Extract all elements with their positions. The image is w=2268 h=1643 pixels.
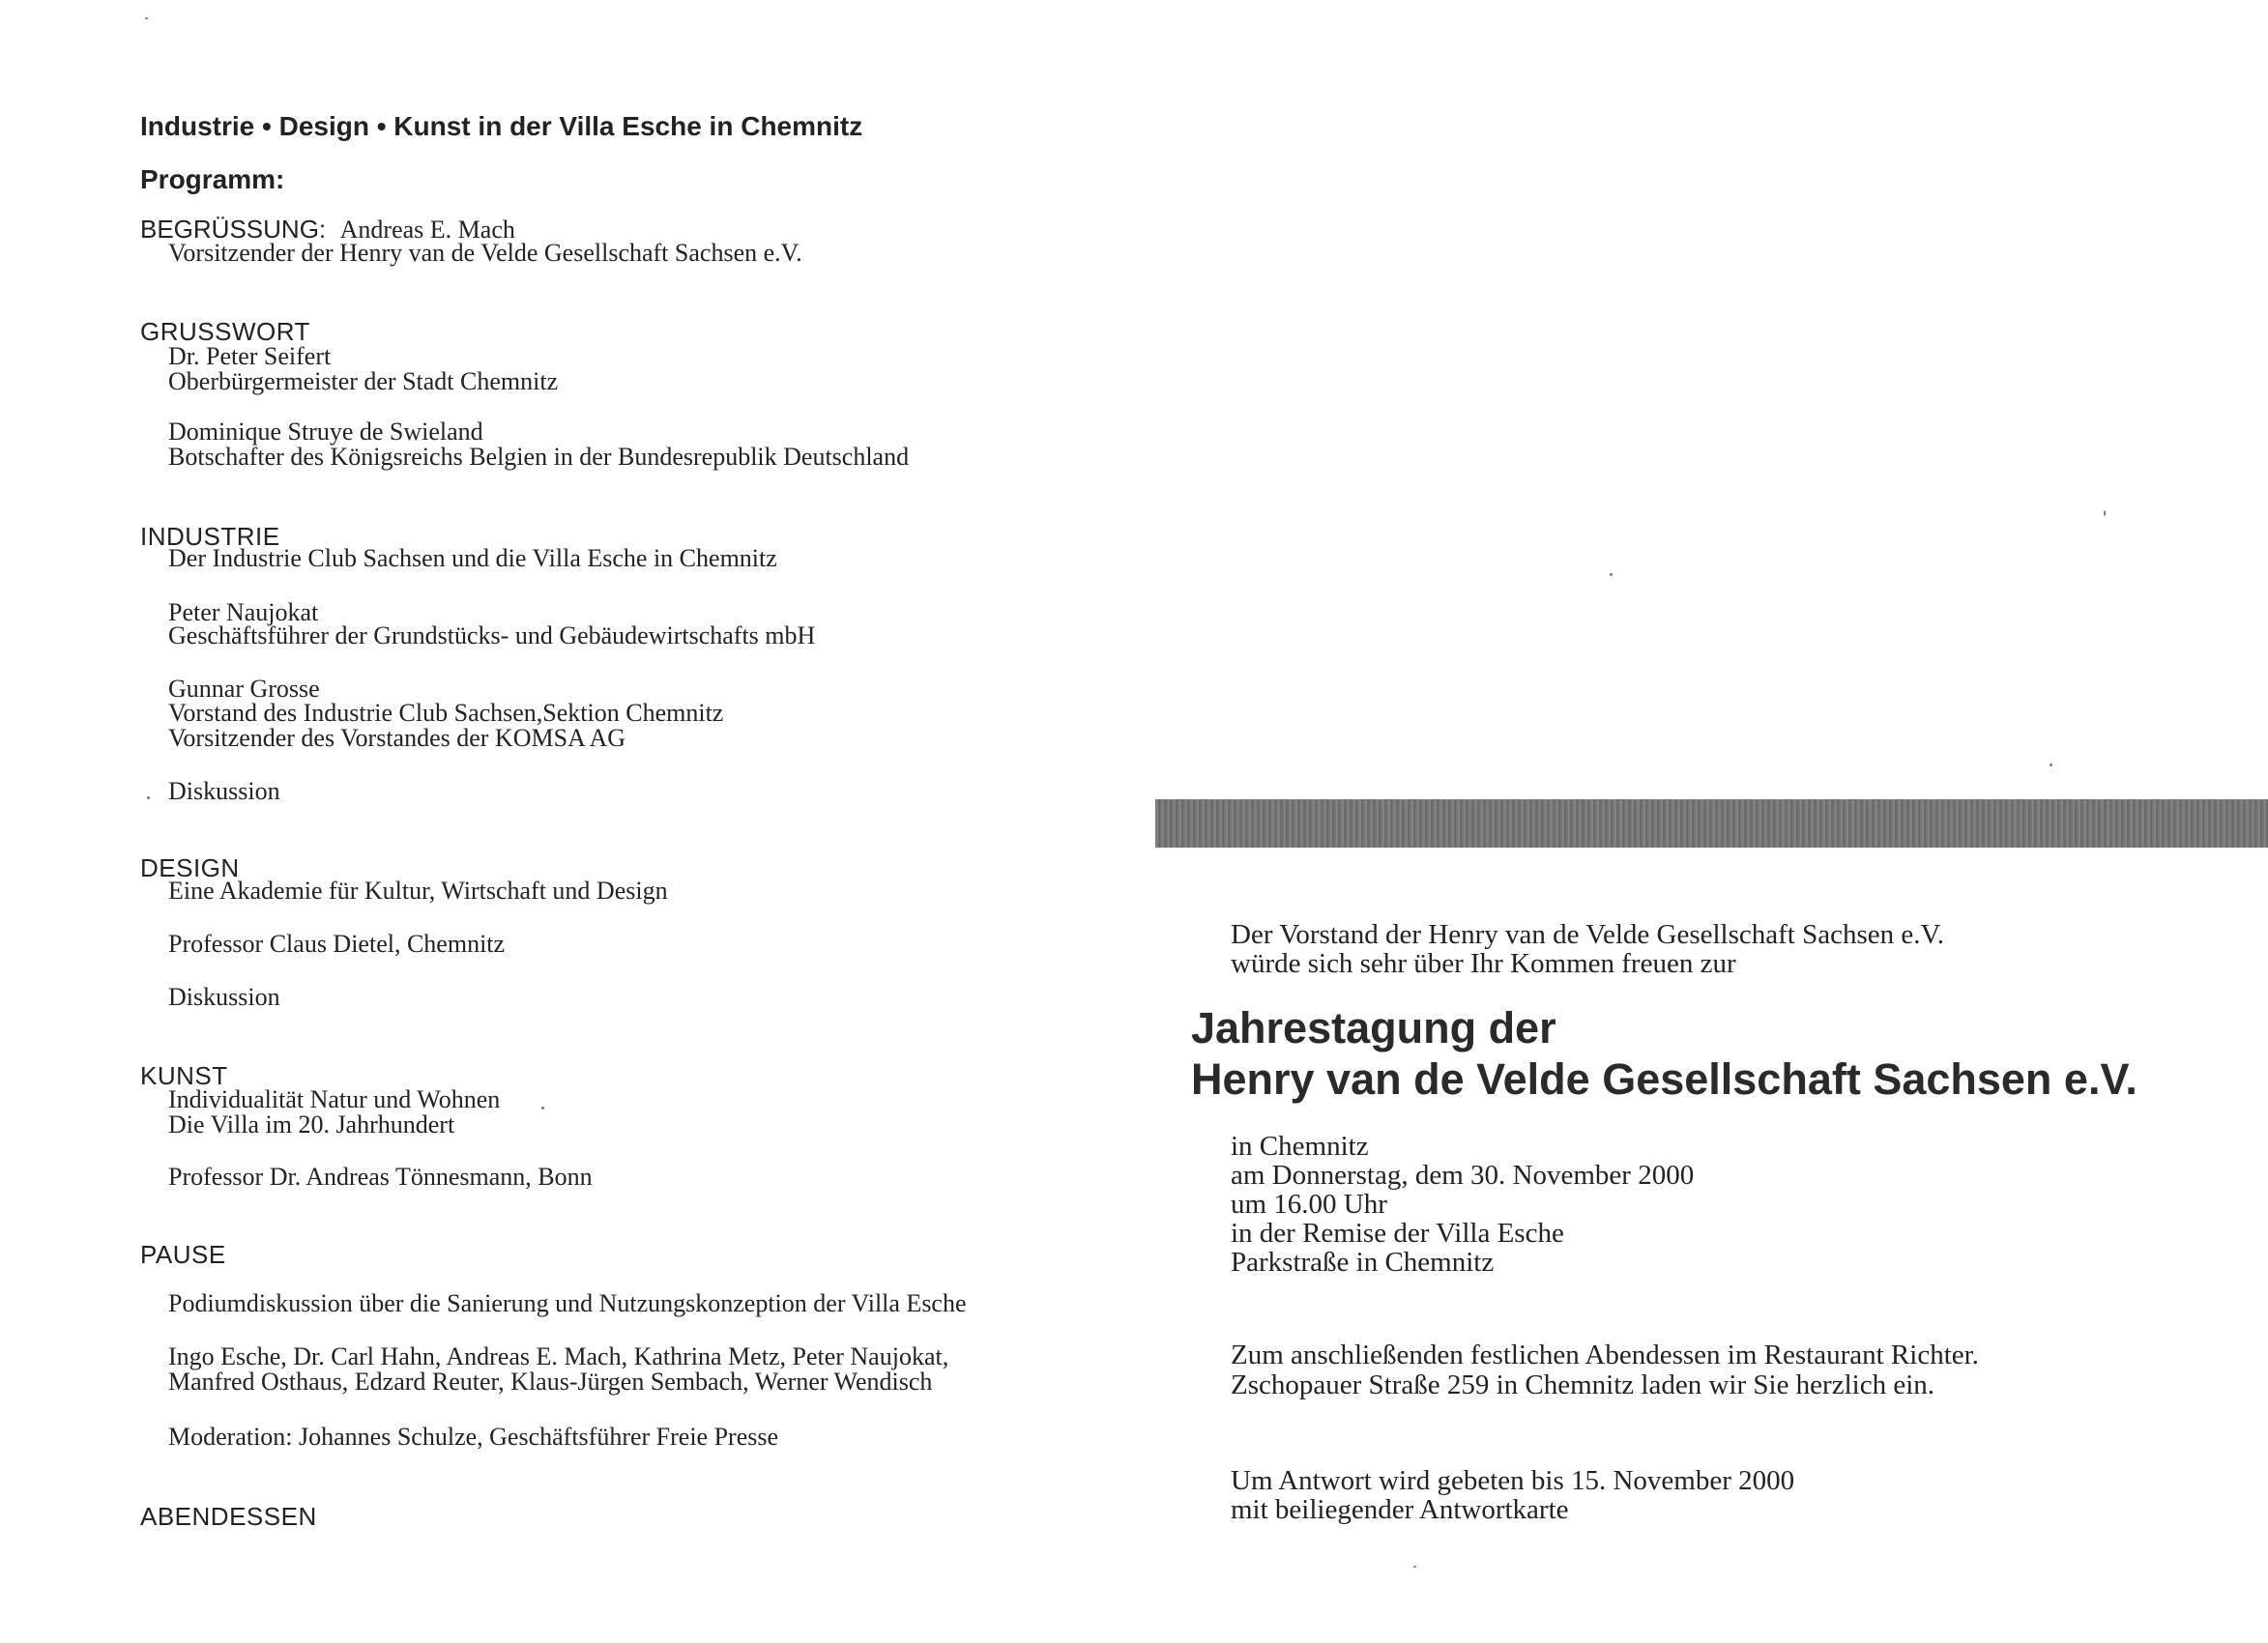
design-label: DESIGN	[140, 853, 240, 882]
pause-line: Ingo Esche, Dr. Carl Hahn, Andreas E. Mach, Kathrina Metz, Peter Naujokat,	[168, 1342, 949, 1370]
grusswort-line: Botschafter des Königsreichs Belgien in der Bundesrepublik Deutschland	[168, 443, 910, 471]
begruessung-name: Andreas E. Mach	[339, 216, 515, 244]
grusswort-label: GRUSSWORT	[140, 317, 310, 346]
rsvp-line: mit beiliegender Antwortkarte	[1231, 1494, 1569, 1525]
abendessen-label: ABENDESSEN	[140, 1502, 317, 1531]
invitation-page	[1150, 0, 2268, 1643]
begruessung-label: BEGRÜSSUNG:	[140, 215, 327, 244]
design-line: Diskussion	[168, 983, 280, 1011]
rsvp-line: Um Antwort wird gebeten bis 15. November 2000	[1231, 1465, 1795, 1496]
grusswort-line: Dr. Peter Seifert	[168, 342, 332, 370]
scan-speck	[147, 796, 150, 799]
industrie-line: Vorsitzender des Vorstandes der KOMSA AG	[168, 724, 626, 752]
intro-line: Der Vorstand der Henry van de Velde Gesellschaft Sachsen e.V.	[1231, 919, 1944, 950]
scan-speck	[2050, 764, 2052, 766]
design-line: Professor Claus Dietel, Chemnitz	[168, 930, 506, 958]
industrie-line: Peter Naujokat	[168, 598, 319, 626]
pause-label: PAUSE	[140, 1240, 226, 1269]
dinner-line: Zum anschließenden festlichen Abendessen im Restaurant Richter.	[1231, 1340, 1979, 1370]
program-heading: Programm:	[140, 164, 285, 194]
dinner-line: Zschopauer Straße 259 in Chemnitz laden wir Sie herzlich ein.	[1231, 1369, 1935, 1400]
invitation-heading: Jahrestagung der	[1191, 1003, 1556, 1052]
kunst-line: Die Villa im 20. Jahrhundert	[168, 1110, 455, 1139]
program-title: Industrie • Design • Kunst in der Villa Esche in Chemnitz	[140, 111, 863, 141]
industrie-label: INDUSTRIE	[140, 522, 280, 551]
pause-line: Manfred Osthaus, Edzard Reuter, Klaus-Jürgen Sembach, Werner Wendisch	[168, 1368, 933, 1396]
event-detail: in Chemnitz	[1231, 1131, 1369, 1162]
decorative-band	[1155, 799, 2268, 848]
scan-speck	[2104, 510, 2106, 516]
grusswort-line: Dominique Struye de Swieland	[168, 418, 483, 446]
event-detail: in der Remise der Villa Esche	[1231, 1218, 1564, 1249]
design-line: Eine Akademie für Kultur, Wirtschaft und Design	[168, 877, 668, 905]
scan-speck	[1610, 573, 1613, 576]
scan-speck	[541, 1107, 544, 1110]
industrie-line: Vorstand des Industrie Club Sachsen,Sektion Chemnitz	[168, 699, 724, 727]
kunst-label: KUNST	[140, 1061, 228, 1090]
industrie-line: Geschäftsführer der Grundstücks- und Gebäudewirtschafts mbH	[168, 621, 816, 649]
pause-line: Moderation: Johannes Schulze, Geschäftsführer Freie Presse	[168, 1423, 779, 1451]
begruessung-role: Vorsitzender der Henry van de Velde Gesellschaft Sachsen e.V.	[168, 239, 802, 267]
event-detail: um 16.00 Uhr	[1231, 1189, 1387, 1220]
invitation-heading: Henry van de Velde Gesellschaft Sachsen e.V.	[1191, 1054, 2137, 1104]
industrie-line: Der Industrie Club Sachsen und die Villa Esche in Chemnitz	[168, 544, 777, 572]
event-detail: am Donnerstag, dem 30. November 2000	[1231, 1160, 1695, 1191]
industrie-line: Gunnar Grosse	[168, 675, 320, 703]
intro-line: würde sich sehr über Ihr Kommen freuen zur	[1231, 948, 1736, 979]
kunst-line: Professor Dr. Andreas Tönnesmann, Bonn	[168, 1163, 593, 1191]
pause-line: Podiumdiskussion über die Sanierung und Nutzungskonzeption der Villa Esche	[168, 1289, 967, 1317]
scan-speck	[145, 17, 148, 19]
scan-speck	[1413, 1566, 1416, 1568]
kunst-line: Individualität Natur und Wohnen	[168, 1085, 501, 1113]
industrie-line: Diskussion	[168, 777, 280, 805]
grusswort-line: Oberbürgermeister der Stadt Chemnitz	[168, 367, 559, 395]
event-detail: Parkstraße in Chemnitz	[1231, 1247, 1495, 1278]
